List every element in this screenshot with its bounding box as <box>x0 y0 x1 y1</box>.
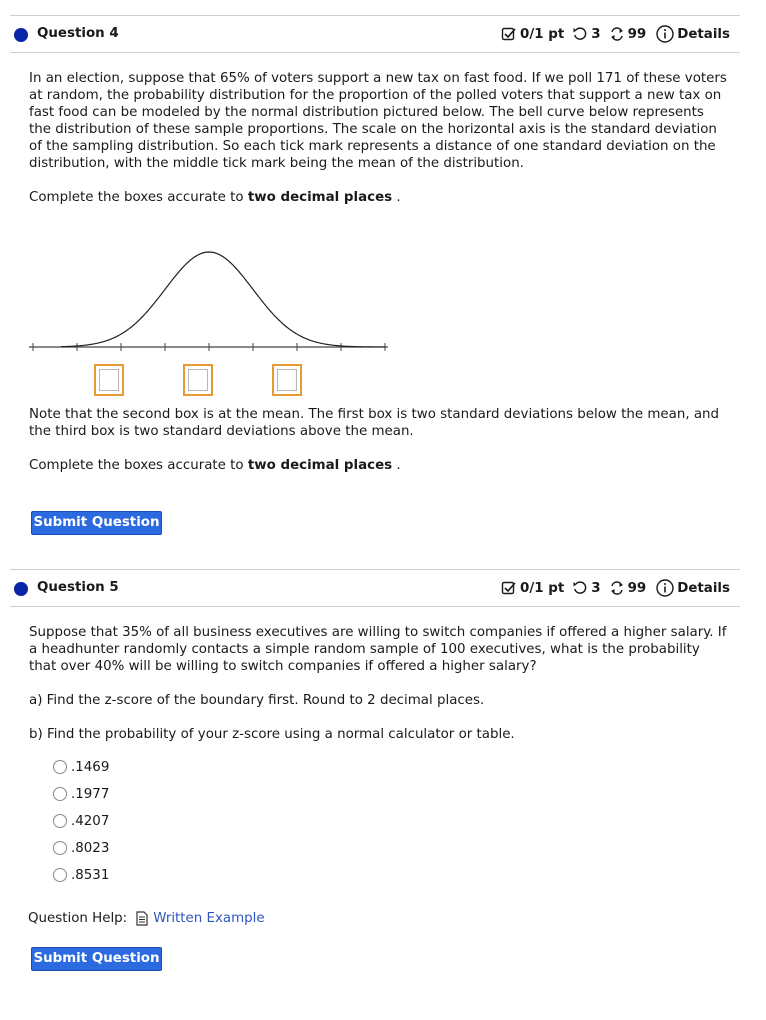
info-icon[interactable] <box>656 579 674 597</box>
retry-icon <box>609 580 625 596</box>
option-label: .1469 <box>71 759 110 775</box>
question-status-dot <box>14 582 28 596</box>
document-icon[interactable] <box>135 911 149 926</box>
points-label: 0/1 pt <box>520 580 565 596</box>
box-note: Note that the second box is at the mean. The first box is two standard deviations below the mean, and the third box is two standard deviations above the mean. <box>29 407 720 439</box>
bell-curve-line <box>61 252 385 347</box>
answer-option[interactable] <box>53 812 109 830</box>
instructions-bold: two decimal places <box>247 458 393 473</box>
radio-button[interactable] <box>53 841 67 855</box>
answer-option[interactable] <box>53 839 109 857</box>
radio-button[interactable] <box>53 868 67 882</box>
attempts-count: 3 <box>591 580 601 596</box>
answer-box-minus-2sd[interactable] <box>94 364 124 396</box>
help-label: Question Help: <box>28 911 128 926</box>
answer-box-input[interactable] <box>99 369 119 391</box>
tries-count: 99 <box>627 26 647 42</box>
radio-button[interactable] <box>53 760 67 774</box>
question-title: Question 4 <box>37 26 119 41</box>
details-link[interactable]: Details <box>677 26 730 42</box>
question-5-text: Suppose that 35% of all business executives are willing to switch companies if offered a higher salary. If a headhunter randomly contacts a simple random sample of 100 executives, what is the probability that over 40% will be willing to switch companies if offered a higher salary? <box>29 625 727 674</box>
instructions <box>29 189 729 206</box>
attempts-icon <box>572 580 588 596</box>
question-5-header <box>10 569 740 607</box>
part-b-text: b) Find the probability of your z-score using a normal calculator or table. <box>29 727 515 742</box>
answer-box-plus-2sd[interactable] <box>272 364 302 396</box>
tries-count: 99 <box>627 580 647 596</box>
answer-option[interactable] <box>53 866 109 884</box>
question-4-header <box>10 15 740 53</box>
score-check-icon <box>501 580 517 596</box>
instructions-prefix: Complete the boxes accurate to <box>29 458 248 473</box>
question-status-dot <box>14 28 28 42</box>
question-4-text: In an election, suppose that 65% of voters support a new tax on fast food. If we poll 171 of these voters at random, the probability distribution for the proportion of the polled voters that support a new tax on fast food can be modeled by the normal distribution pictured below. The bell curve below represents the distribution of these sample proportions. The scale on the horizontal axis is the standard deviation of the sampling distribution. So each tick mark represents a distance of one standard deviation on the distribution, with the middle tick mark being the mean of the distribution. <box>29 71 727 171</box>
radio-button[interactable] <box>53 787 67 801</box>
question-help <box>28 911 265 926</box>
question-title: Question 5 <box>37 580 119 595</box>
instructions-suffix: . <box>392 190 401 205</box>
info-icon[interactable] <box>656 25 674 43</box>
instructions-repeat <box>29 457 729 474</box>
attempts-icon <box>572 26 588 42</box>
radio-button[interactable] <box>53 814 67 828</box>
bell-curve-graph <box>26 246 392 358</box>
submit-question-button[interactable]: Submit Question <box>31 511 162 535</box>
instructions-prefix: Complete the boxes accurate to <box>29 190 248 205</box>
details-link[interactable]: Details <box>677 580 730 596</box>
question-meta <box>501 579 730 597</box>
answer-box-input[interactable] <box>188 369 208 391</box>
option-label: .4207 <box>71 813 110 829</box>
part-a-text: a) Find the z-score of the boundary first. Round to 2 decimal places. <box>29 693 485 708</box>
score-check-icon <box>501 26 517 42</box>
answer-box-input[interactable] <box>277 369 297 391</box>
instructions-bold: two decimal places <box>247 190 393 205</box>
points-label: 0/1 pt <box>520 26 565 42</box>
answer-box-mean[interactable] <box>183 364 213 396</box>
instructions-suffix: . <box>392 458 401 473</box>
option-label: .8023 <box>71 840 110 856</box>
question-meta <box>501 25 730 43</box>
attempts-count: 3 <box>591 26 601 42</box>
retry-icon <box>609 26 625 42</box>
answer-option[interactable] <box>53 785 109 803</box>
option-label: .1977 <box>71 786 110 802</box>
option-label: .8531 <box>71 867 110 883</box>
written-example-link[interactable]: Written Example <box>153 911 265 926</box>
answer-option[interactable] <box>53 758 109 776</box>
submit-question-button[interactable]: Submit Question <box>31 947 162 971</box>
